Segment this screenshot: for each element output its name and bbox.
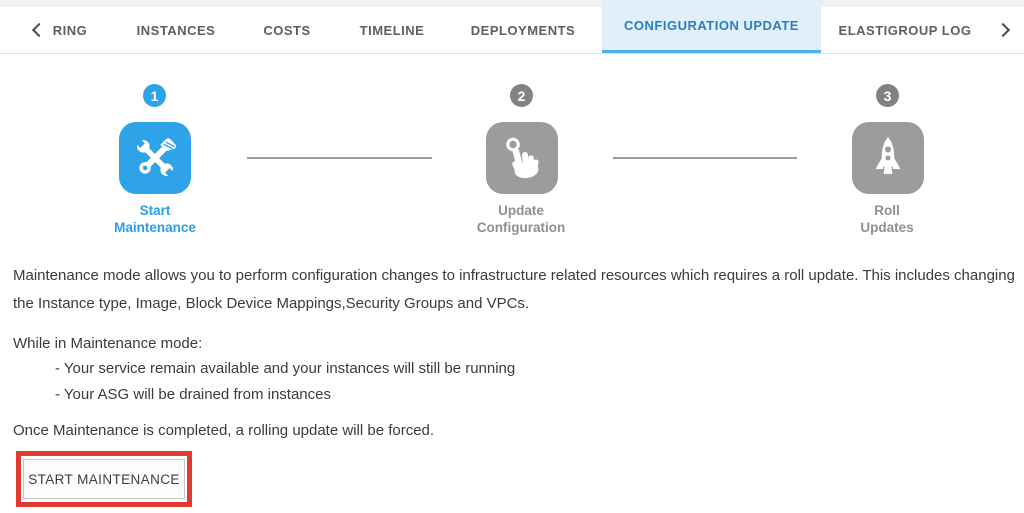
step-connector-2 (613, 157, 797, 159)
start-maintenance-button[interactable]: START MAINTENANCE (23, 459, 185, 499)
tab-bar (0, 0, 1024, 54)
while-in-maintenance-heading: While in Maintenance mode: (13, 335, 203, 352)
step-1-badge: 1 (143, 84, 166, 107)
step-3-label: Roll Updates (860, 203, 914, 235)
tab-configuration-update[interactable]: CONFIGURATION UPDATE (602, 0, 821, 54)
step-3-tile (852, 122, 924, 194)
annotation-highlight-box (16, 451, 192, 507)
step-1-label: Start Maintenance (114, 203, 196, 235)
maintenance-description: Maintenance mode allows you to perform configuration changes to infrastructure related resources which requires a roll update. This includes changing the Instance type, Image, Block Device Mappings,Security Groups and VPCs. (13, 267, 1015, 312)
hand-click-icon (497, 133, 547, 183)
bullet-asg-drained: - Your ASG will be drained from instances (55, 386, 331, 403)
tools-wrench-icon (130, 133, 180, 183)
tab-deployments[interactable]: DEPLOYMENTS (470, 22, 576, 38)
step-1-tile (119, 122, 191, 194)
tab-instances[interactable]: INSTANCES (136, 22, 216, 38)
tab-costs[interactable]: COSTS (263, 22, 311, 38)
step-2-badge: 2 (510, 84, 533, 107)
step-connector-1 (247, 157, 432, 159)
scroll-right-icon[interactable] (996, 23, 1010, 37)
step-3-badge: 3 (876, 84, 899, 107)
scroll-left-icon[interactable] (32, 23, 46, 37)
tab-bar-separator (0, 53, 1024, 54)
step-2-tile (486, 122, 558, 194)
rolling-update-note: Once Maintenance is completed, a rolling update will be forced. (13, 422, 435, 439)
rocket-icon (863, 133, 913, 183)
tab-elastigroup-log[interactable]: ELASTIGROUP LOG (838, 22, 972, 38)
bullet-service-running: - Your service remain available and your instances will still be running (55, 360, 516, 377)
tab-ring[interactable]: RING (52, 22, 88, 38)
step-2-label: Update Configuration (476, 203, 566, 235)
tab-timeline[interactable]: TIMELINE (359, 22, 425, 38)
